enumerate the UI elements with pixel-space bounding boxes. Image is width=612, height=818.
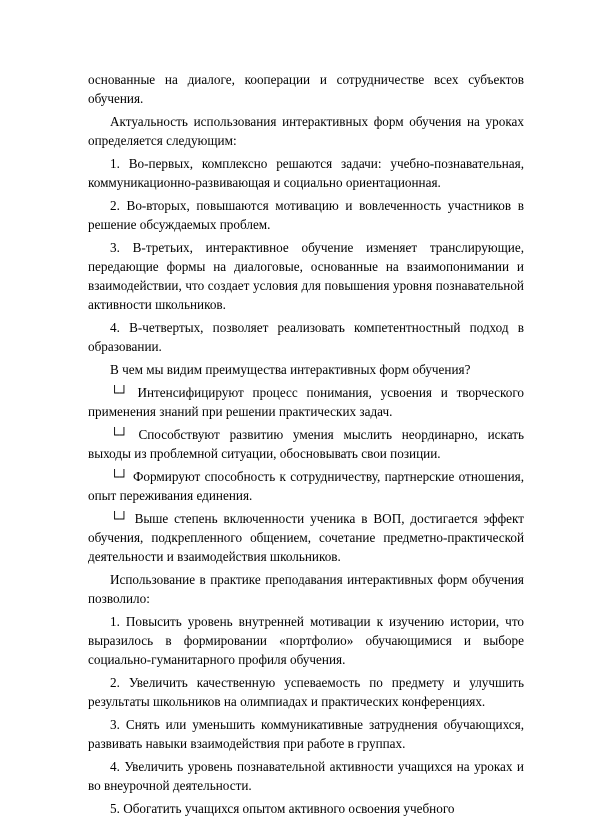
bullet-text: Выше степень включенности ученика в ВОП, достигается эффект обучения, подкрепленного общением, сочетание предметно-практической деятельности и взаимодействия школьников. (88, 511, 524, 564)
result-item-2: 2. Увеличить качественную успеваемость по предмету и улучшить результаты школьников на олимпиадах и практических конференциях. (88, 675, 524, 709)
bullet-item (88, 509, 524, 566)
document-page (88, 70, 524, 818)
list-item-1: 1. Во-первых, комплексно решаются задачи: учебно-познавательная, коммуникационно-развивающая и социально ориентационная. (88, 156, 524, 190)
bullet-text: Способствуют развитию умения мыслить неординарно, искать выходы из проблемной ситуации, обосновывать свои позиции. (88, 427, 525, 461)
list-item-2: 2. Во-вторых, повышаются мотивацию и вовлеченность участников в решение обсуждаемых проблем. (88, 198, 524, 232)
result-item-1: 1. Повысить уровень внутренней мотивации к изучению истории, что выразилось в формировании «портфолио» обучающимися и выборе социально-гуманитарного профиля обучения. (88, 614, 524, 667)
bullet-item (88, 383, 524, 421)
paragraph-relevance-intro: Актуальность использования интерактивных форм обучения на уроках определяется следующим: (88, 114, 524, 148)
bullet-text: Формируют способность к сотрудничеству, партнерские отношения, опыт переживания единения. (88, 469, 524, 503)
result-item-3: 3. Снять или уменьшить коммуникативные затруднения обучающихся, развивать навыки взаимодействия при работе в группах. (88, 717, 524, 751)
bullet-marker-icon: └┘ (110, 469, 129, 484)
bullet-text: Интенсифицируют процесс понимания, усвоения и творческого применения знаний при решении практических задач. (88, 385, 524, 419)
bullet-item (88, 467, 524, 505)
paragraph-advantages-question: В чем мы видим преимущества интерактивных форм обучения? (110, 362, 471, 377)
bullet-item (88, 425, 524, 463)
paragraph-continuation: основанные на диалоге, кооперации и сотрудничестве всех субъектов обучения. (88, 72, 524, 106)
bullet-marker-icon: └┘ (110, 511, 129, 526)
result-item-5: 5. Обогатить учащихся опытом активного освоения учебного (110, 801, 455, 816)
list-item-4: 4. В-четвертых, позволяет реализовать компетентностный подход в образовании. (88, 320, 524, 354)
list-item-3: 3. В-третьих, интерактивное обучение изменяет транслирующие, передающие формы на диалоговые, основанные на взаимопонимании и взаимодействии, что создает условия для повышения уровня познавательной активности школьников. (88, 240, 524, 312)
bullet-marker-icon: └┘ (110, 427, 129, 442)
result-item-4: 4. Увеличить уровень познавательной активности учащихся на уроках и во внеурочной деятельности. (88, 759, 524, 793)
bullet-marker-icon: └┘ (110, 385, 129, 400)
paragraph-usage-intro: Использование в практике преподавания интерактивных форм обучения позволило: (88, 572, 524, 606)
